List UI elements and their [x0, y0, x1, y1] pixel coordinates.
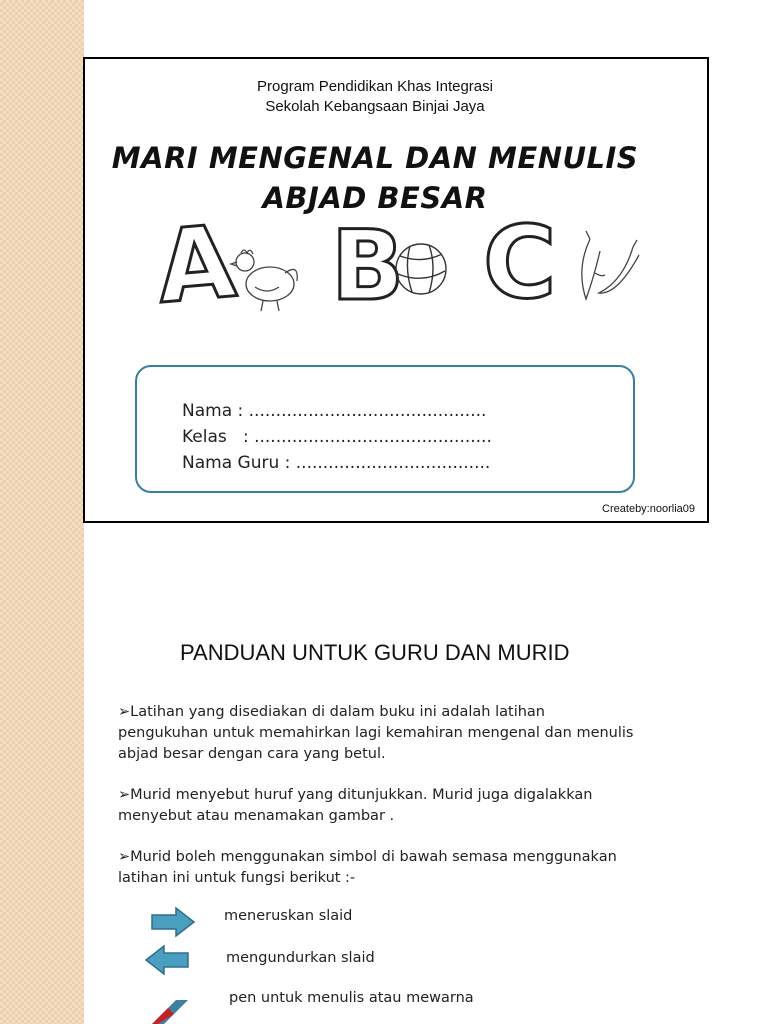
- arrow-left-icon[interactable]: [144, 944, 190, 976]
- legend-forward-label: meneruskan slaid: [224, 908, 353, 924]
- paragraph-3-line-1: Murid boleh menggunakan simbol di bawah semasa menggunakan: [130, 849, 617, 865]
- paragraph-3-line-2: latihan ini untuk fungsi berikut :-: [118, 870, 356, 886]
- chicken-icon: [231, 250, 297, 311]
- bullet-arrow-icon: ➢: [118, 849, 131, 865]
- paragraph-1-line-1: Latihan yang disediakan di dalam buku ini adalah latihan: [130, 704, 545, 720]
- arrow-right-icon[interactable]: [150, 906, 196, 938]
- paragraph-1-line-3: abjad besar dengan cara yang betul.: [118, 746, 386, 762]
- guide-title: PANDUAN UNTUK GURU DAN MURID: [180, 640, 570, 665]
- letter-b: B: [331, 210, 405, 322]
- guide-paragraph-2: [118, 785, 718, 827]
- letter-a: A: [152, 202, 240, 327]
- school-name: Sekolah Kebangsaan Binjai Jaya: [265, 98, 485, 115]
- paragraph-2-line-1: Murid menyebut huruf yang ditunjukkan. Murid juga digalakkan: [130, 787, 593, 803]
- bullet-arrow-icon: ➢: [118, 787, 131, 803]
- title-line-2: ABJAD BESAR: [262, 181, 488, 215]
- program-name: Program Pendidikan Khas Integrasi: [257, 78, 493, 95]
- guide-paragraph-1: [118, 702, 718, 765]
- pen-icon[interactable]: [148, 996, 196, 1024]
- legend-back-label: mengundurkan slaid: [226, 950, 375, 966]
- name-field[interactable]: Nama : ............................................: [182, 401, 487, 421]
- decorative-side-strip: [0, 0, 84, 1024]
- paragraph-1-line-2: pengukuhan untuk memahirkan lagi kemahiran mengenal dan menulis: [118, 725, 634, 741]
- student-info-box: [135, 365, 635, 493]
- teacher-name-field[interactable]: Nama Guru : ....................................: [182, 453, 491, 473]
- letter-c: C: [483, 204, 557, 321]
- guide-paragraph-3: [118, 847, 718, 889]
- cover-page: [83, 57, 709, 523]
- title-line-1: MARI MENGENAL DAN MENULIS: [111, 141, 639, 175]
- bullet-arrow-icon: ➢: [118, 704, 131, 720]
- chili-icon: [582, 231, 639, 299]
- legend-pen-label: pen untuk menulis atau mewarna: [229, 990, 474, 1006]
- paragraph-2-line-2: menyebut atau menamakan gambar .: [118, 808, 395, 824]
- credit-text: Createby:noorlia09: [602, 503, 695, 515]
- letters-illustration: [85, 59, 707, 359]
- class-field[interactable]: Kelas : ............................................: [182, 427, 492, 447]
